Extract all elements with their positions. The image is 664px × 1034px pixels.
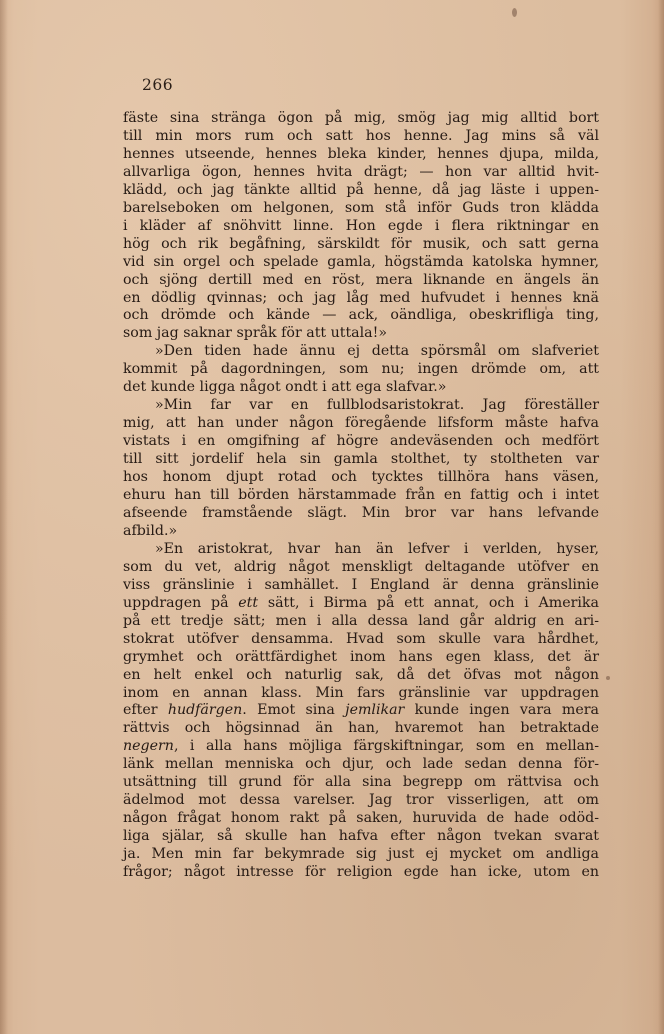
text-line: stokrat utöfver densamma. Hvad som skulle vara hårdhet, (123, 630, 599, 647)
text-line: »Min far var en fullblodsaristokrat. Jag föreställer (155, 397, 599, 414)
text-line: allvarliga ögon, hennes hvita drägt; — hon var alltid hvit- (123, 163, 599, 180)
text-segment: efter (123, 702, 168, 719)
text-segment: . Emot sina (242, 702, 346, 719)
text-line: grymhet och orättfärdighet inom hans egen klass, det är (123, 648, 599, 665)
paper-speck (606, 676, 610, 680)
text-line: mig, att han under någon föregående lifsform måste hafva (123, 415, 599, 432)
text-line (123, 595, 599, 613)
page-shadow-right (658, 0, 664, 1034)
text-line: länk mellan menniska och djur, och lade sedan denna för- (123, 756, 599, 773)
text-line: någon frågat honom rakt på saken, huruvida de hade odöd- (123, 810, 599, 827)
text-line: vid sin orgel och spelade gamla, högstämda katolska hymner, (123, 253, 599, 270)
text-line: på ett tredje sätt; men i alla dessa land går aldrig en ari- (123, 612, 599, 629)
text-line: hos honom djupt rotad och tycktes tillhöra hans väsen, (123, 469, 599, 486)
text-line: det kunde ligga något ondt i att ega slafvar.» (123, 379, 447, 396)
text-line: liga själar, så skulle han hafva efter någon tvekan svarat (123, 828, 599, 845)
text-line: fäste sina stränga ögon på mig, smög jag mig alltid bort (123, 110, 599, 126)
text-line: barelseboken om helgonen, som stå inför Guds tron klädda (123, 199, 599, 216)
text-line: och drömde och kände — ack, oändliga, obeskrifliga ting, (123, 307, 599, 324)
text-line: till min mors rum och satt hos henne. Jag mins så väl (123, 127, 599, 144)
italic-word: ett (238, 594, 259, 611)
text-segment: , i alla hans möjliga färgskiftningar, som en mellan- (173, 738, 599, 755)
italic-word: hudfärgen (167, 702, 243, 719)
text-line: till sitt jordelif hela sin gamla stolthet, ty stoltheten var (123, 451, 599, 468)
text-line: i kläder af snöhvitt linne. Hon egde i flera riktningar en (123, 217, 599, 234)
text-line: klädd, och jag tänkte alltid på henne, då jag läste i uppen- (123, 181, 599, 198)
text-line: hög och rik begåfning, särskildt för musik, och satt gerna (123, 235, 599, 252)
paper-speck (512, 8, 517, 17)
text-line: vistats i en omgifning af högre andeväsenden och medfört (123, 433, 599, 450)
text-line: rättvis och högsinnad än han, hvaremot han betraktade (123, 720, 599, 737)
page-shadow-left (0, 0, 8, 1034)
text-line: ehuru han till börden härstammade från en fattig och i intet (123, 487, 599, 504)
text-line: »Den tiden hade ännu ej detta spörsmål om slafveriet (155, 343, 599, 360)
text-line: och sjöng dertill med en röst, mera liknande en ängels än (123, 271, 599, 288)
text-line (123, 702, 599, 720)
text-line: kommit på dagordningen, som nu; ingen drömde om, att (123, 361, 599, 378)
text-line: afseende framstående slägt. Min bror var hans lefvande (123, 504, 599, 521)
text-line: frågor; något intresse för religion egde han icke, utom en (123, 864, 599, 881)
italic-word: jemlikar (345, 702, 405, 719)
text-line: som du vet, aldrig något menskligt deltagande utöfver en (123, 558, 599, 575)
text-line: hennes utseende, hennes bleka kinder, hennes djupa, milda, (123, 145, 599, 162)
text-line: en dödlig qvinnas; och jag låg med hufvudet i hennes knä (123, 289, 599, 306)
page-number: 266 (142, 76, 174, 94)
text-line: afbild.» (123, 522, 178, 539)
italic-word: negern (123, 738, 174, 755)
paper-speck (545, 306, 547, 310)
text-line: inom en annan klass. Min fars gränslinie var uppdragen (123, 684, 599, 701)
text-line: som jag saknar språk för att uttala!» (123, 325, 387, 342)
text-segment: kunde ingen vara mera (404, 702, 599, 719)
text-line: ädelmod mot dessa varelser. Jag tror visserligen, att om (123, 792, 599, 809)
text-line: viss gränslinie i samhället. I England är denna gränslinie (123, 576, 599, 593)
text-line: utsättning till grund för alla sina begrepp om rättvisa och (123, 774, 599, 791)
text-line: en helt enkel och naturlig sak, då det öfvas mot någon (123, 666, 599, 683)
text-line: ja. Men min far bekymrade sig just ej mycket om andliga (123, 846, 599, 863)
text-line: »En aristokrat, hvar han än lefver i verlden, hyser, (155, 540, 599, 557)
body-text (123, 110, 599, 882)
text-segment: uppdragen på (123, 594, 239, 611)
text-segment: sätt, i Birma på ett annat, och i Amerika (258, 594, 599, 611)
text-line (123, 738, 599, 756)
